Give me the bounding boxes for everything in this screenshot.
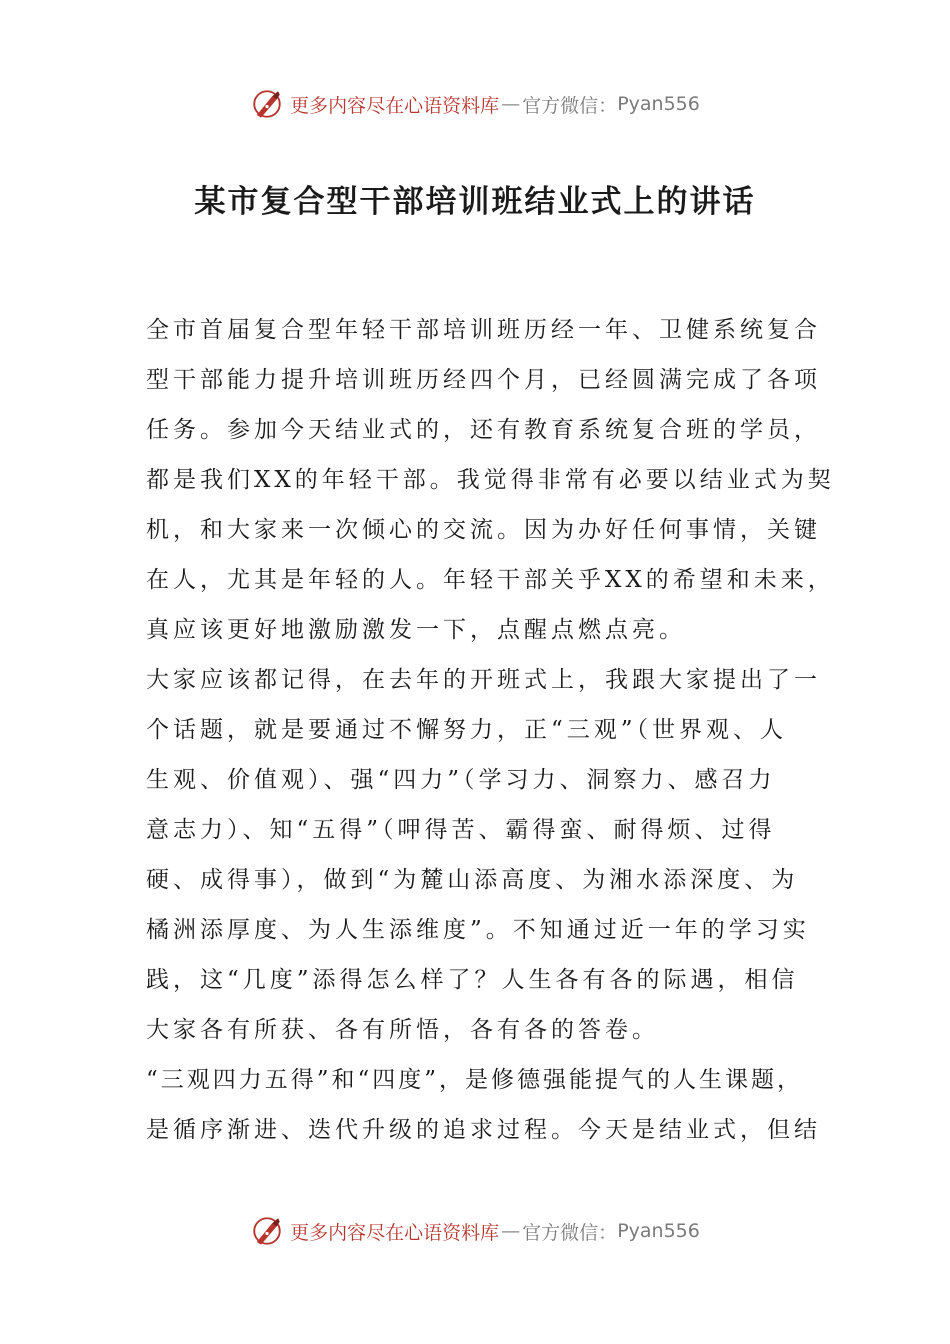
banner-wechat-id: Pyan556 (617, 93, 700, 115)
header-banner (0, 84, 950, 124)
body-line: 硬、成得事），做到“为麓山添高度、为湘水添深度、为 (146, 867, 799, 893)
pen-nib-logo-icon (250, 1214, 284, 1248)
banner-main-text: 更多内容尽在心语资料库 (290, 94, 500, 117)
banner-dash: — (501, 93, 521, 115)
body-line: 意志力）、知“五得”（呷得苦、霸得蛮、耐得烦、过得 (146, 817, 776, 843)
body-line: “三观四力五得”和“四度”，是修德强能提气的人生课题， (146, 1067, 804, 1093)
document-title: 某市复合型干部培训班结业式上的讲话 (194, 184, 756, 220)
body-line: 个话题，就是要通过不懈努力，正“三观”（世界观、人 (146, 717, 788, 743)
body-line: 是循序渐进、迭代升级的追求过程。今天是结业式，但结 (146, 1117, 821, 1143)
body-line: 真应该更好地激励激发一下，点醒点燃点亮。 (146, 617, 686, 643)
body-line: 橘洲添厚度、为人生添维度”。不知通过近一年的学习实 (146, 917, 810, 943)
body-line: 型干部能力提升培训班历经四个月，已经圆满完成了各项 (146, 367, 821, 393)
body-line: 大家应该都记得，在去年的开班式上，我跟大家提出了一 (146, 667, 821, 693)
body-line: 全市首届复合型年轻干部培训班历经一年、卫健系统复合 (146, 317, 821, 343)
body-line: 大家各有所获、各有所悟，各有各的答卷。 (146, 1017, 659, 1043)
body-line: 在人，尤其是年轻的人。年轻干部关乎XX的希望和未来， (146, 567, 835, 593)
banner-wechat-id: Pyan556 (617, 1220, 700, 1242)
document-body (146, 305, 835, 1155)
body-line: 践，这“几度”添得怎么样了？人生各有各的际遇，相信 (146, 967, 799, 993)
banner-main-text: 更多内容尽在心语资料库 (290, 1221, 500, 1244)
banner-dash: — (501, 1220, 521, 1242)
body-line: 机，和大家来一次倾心的交流。因为办好任何事情，关键 (146, 517, 821, 543)
banner-wechat-label: 官方微信： (522, 94, 618, 117)
banner-wechat-label: 官方微信： (522, 1221, 618, 1244)
footer-banner (0, 1211, 950, 1251)
body-line: 生观、价值观）、强“四力”（学习力、洞察力、感召力 (146, 767, 776, 793)
body-line: 任务。参加今天结业式的，还有教育系统复合班的学员， (146, 417, 821, 443)
pen-nib-logo-icon (250, 87, 284, 121)
body-line: 都是我们XX的年轻干部。我觉得非常有必要以结业式为契 (146, 467, 835, 493)
